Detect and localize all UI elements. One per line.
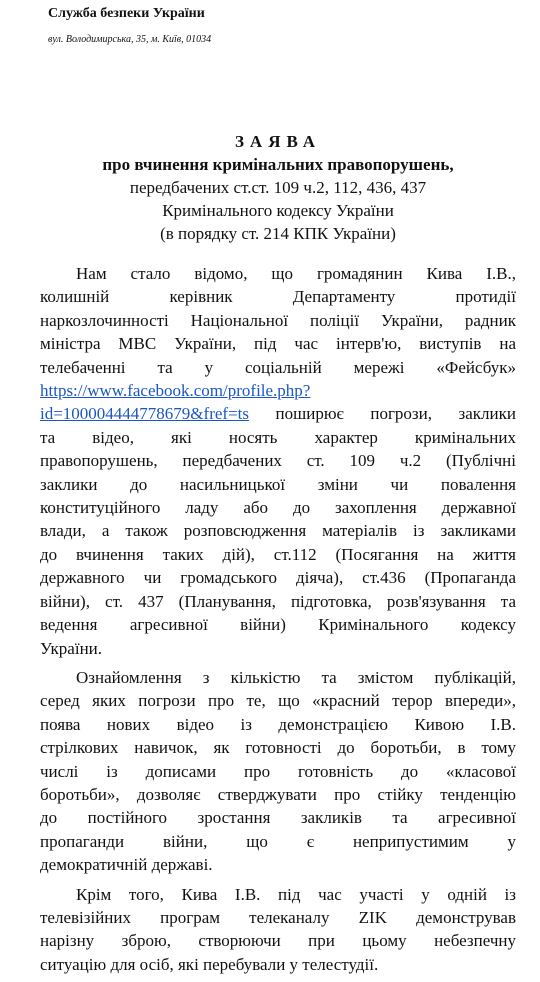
text-line: телебаченні та у соціальній мережі «Фейсбук» <box>40 357 516 377</box>
text-line: пропаганди війни, що є неприпустимим у <box>40 831 516 851</box>
text-line: колишній керівник Департаменту протидії <box>40 287 516 307</box>
text-line: боротьби», дозволяє стверджувати про стійку тенденцію <box>40 784 516 804</box>
document-body <box>40 262 516 982</box>
text-line: ведення агресивної війни) Кримінального кодексу <box>40 615 516 635</box>
text-line: правопорушень, передбачених ст. 109 ч.2 (Публічні <box>40 451 516 471</box>
after-link-text: поширює погрози, заклики <box>249 404 516 424</box>
title-line: передбачених ст.ст. 109 ч.2, 112, 436, 437 <box>129 178 427 197</box>
address: вул. Володимирська, 35, м. Київ, 01034 <box>48 34 212 45</box>
text-line: демократичній державі. <box>40 855 213 875</box>
text-line: влади, а також розповсюдження матеріалів із закликами <box>40 521 516 541</box>
facebook-link[interactable]: https://www.facebook.com/profile.php? <box>40 381 311 401</box>
text-line: до постійного зростання закликів та агресивної <box>40 808 516 828</box>
text-line: до вчинення таких дій), ст.112 (Посягання на життя <box>40 544 516 564</box>
paragraph-3 <box>40 883 516 977</box>
document-title: ЗАЯВА <box>234 132 322 151</box>
text-line: Ознайомлення з кількістю та змістом публікацій, <box>76 667 516 687</box>
text-line: наркозлочинності Національної поліції України, радник <box>40 310 516 330</box>
title-line: (в порядку ст. 214 КПК України) <box>160 224 396 243</box>
text-line: нарізну зброю, створюючи при цьому небезпечну <box>40 931 516 951</box>
title-block <box>40 130 516 245</box>
text-line <box>40 379 516 402</box>
text-line: серед яких погрози про те, що «красний терор впереди», <box>40 691 516 711</box>
text-line: України. <box>40 638 103 658</box>
text-line: числі із дописами про готовність до «класової <box>40 761 516 781</box>
text-line: ситуацію для осіб, які перебували у телестудії. <box>40 954 379 974</box>
paragraph-1 <box>40 262 516 660</box>
document-subtitle: про вчинення кримінальних правопорушень, <box>102 155 454 174</box>
text-line <box>40 402 516 425</box>
text-line: війни), ст. 437 (Планування, підготовка, розв'язування та <box>40 591 516 611</box>
text-line: конституційного ладу або до захоплення державної <box>40 498 516 518</box>
text-line: заклики до насильницької зміни чи повалення <box>40 474 516 494</box>
text-line: державного чи громадського діяча), ст.436 (Пропаганда <box>40 568 516 588</box>
title-line: Кримінального кодексу України <box>162 201 394 220</box>
text-line: Крім того, Кива І.В. під час участі у одній із <box>76 884 516 904</box>
paragraph-2 <box>40 666 516 877</box>
text-line: міністра МВС України, під час інтерв'ю, виступів на <box>40 334 516 354</box>
text-line: стрілкових навичок, як готовності до боротьби, в тому <box>40 738 516 758</box>
text-line: Нам стало відомо, що громадянин Кива І.В., <box>76 264 516 283</box>
text-line: поява нових відео із демонстрацією Кивою І.В. <box>40 714 516 734</box>
addressee: Служба безпеки України <box>48 6 205 21</box>
text-line: та відео, які носять характер кримінальних <box>40 427 516 447</box>
facebook-link-cont[interactable]: id=100004444778679&fref=ts <box>40 404 249 424</box>
text-line: телевізійних програм телеканалу ZIK демонстрував <box>40 907 516 927</box>
